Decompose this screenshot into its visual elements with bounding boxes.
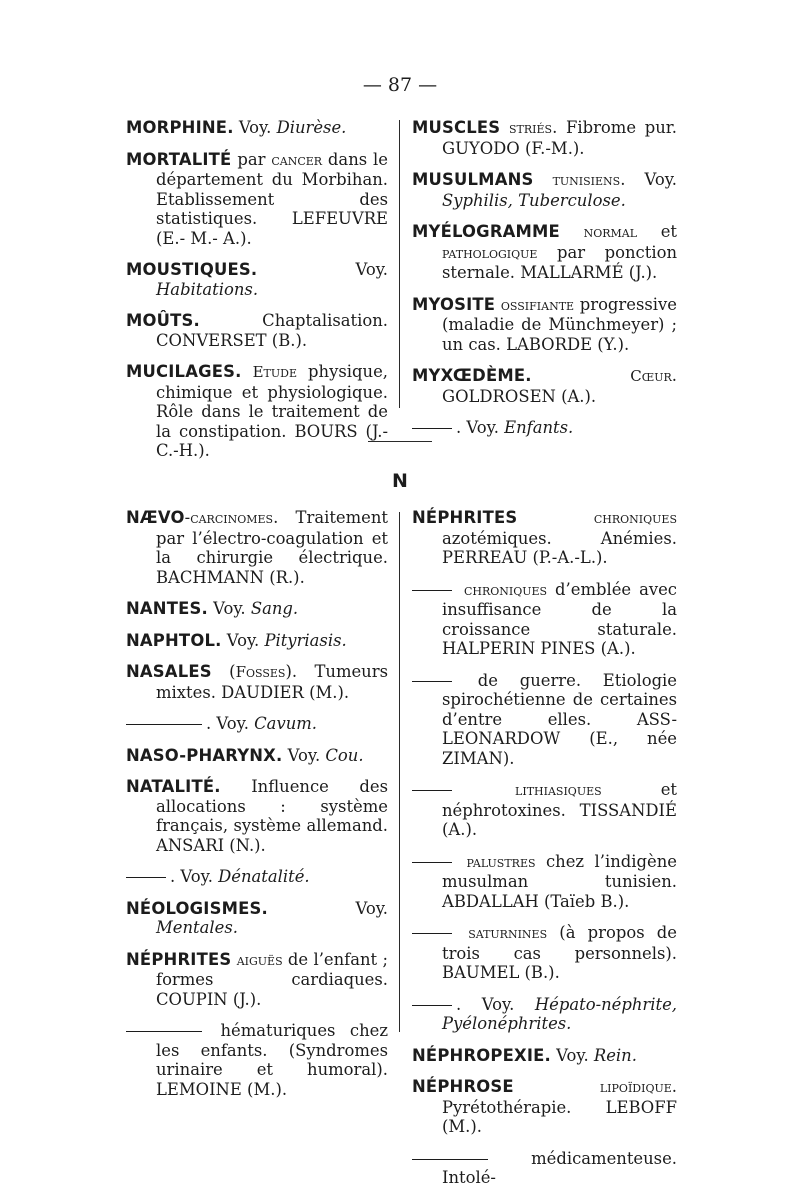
page-number: — 87 — bbox=[362, 74, 438, 96]
entry-text: par ponction sternale. MALLARMÉ (J.). bbox=[442, 242, 677, 282]
index-entry bbox=[412, 222, 677, 283]
entry-text: - bbox=[184, 508, 191, 527]
entry-text: Voy. bbox=[221, 630, 265, 650]
repeat-dash bbox=[412, 862, 452, 863]
index-entry bbox=[126, 118, 388, 138]
index-entry bbox=[412, 1046, 677, 1066]
repeat-dash bbox=[412, 790, 452, 791]
small-caps-term: pathologique bbox=[442, 243, 538, 262]
repeat-dash bbox=[412, 1005, 452, 1006]
cross-reference: Sang. bbox=[250, 599, 299, 618]
repeat-dash bbox=[412, 1159, 488, 1160]
index-entry bbox=[126, 508, 388, 587]
entry-text: par bbox=[231, 149, 272, 169]
small-caps-term: Fosses bbox=[235, 663, 286, 681]
small-caps-term: normal bbox=[583, 223, 638, 241]
index-entry bbox=[412, 366, 677, 406]
entry-headword: NÉPHRITES bbox=[412, 508, 518, 527]
index-entry bbox=[412, 418, 677, 438]
cross-reference: Pityriasis. bbox=[264, 630, 347, 650]
entry-text: (à propos de trois cas personnels). BAUMEL (B.). bbox=[442, 923, 677, 982]
index-entry bbox=[126, 714, 388, 734]
entry-text bbox=[456, 780, 515, 799]
index-entry bbox=[126, 260, 388, 299]
entry-headword: NATALITÉ. bbox=[126, 777, 221, 796]
section-letter: N bbox=[392, 470, 408, 492]
entry-text: . Voy. bbox=[456, 994, 535, 1014]
index-entry bbox=[412, 580, 677, 659]
cross-reference: Diurèse. bbox=[276, 118, 347, 137]
entry-text: et néphrotoxines. TISSANDIÉ (A.). bbox=[442, 780, 677, 839]
repeat-dash bbox=[412, 590, 452, 591]
small-caps-term: aiguës bbox=[236, 950, 283, 969]
index-entry bbox=[412, 508, 677, 568]
index-entry bbox=[412, 1149, 677, 1188]
entry-headword: NAPHTOL. bbox=[126, 630, 222, 650]
entry-text: Voy. bbox=[267, 898, 388, 918]
index-entry bbox=[126, 777, 388, 855]
cross-reference: Enfants. bbox=[504, 418, 574, 437]
small-caps-term: palustres bbox=[466, 852, 536, 871]
entry-text: Voy. bbox=[257, 260, 388, 279]
entry-headword: NÉOLOGISMES. bbox=[126, 898, 268, 918]
entry-text: chez l’indigène musulman tunisien. ABDALLAH (Taïeb B.). bbox=[442, 851, 677, 911]
repeat-dash bbox=[126, 724, 202, 725]
entry-headword: NASO-PHARYNX. bbox=[126, 745, 283, 765]
index-entry bbox=[412, 1077, 677, 1137]
index-entry bbox=[126, 631, 388, 651]
index-entry bbox=[126, 311, 388, 350]
index-entry bbox=[412, 671, 677, 769]
small-caps-term: carcinomes bbox=[190, 509, 274, 527]
entry-text: Chaptalisation. CONVERSET (B.). bbox=[156, 311, 388, 350]
cross-reference: Rein. bbox=[593, 1045, 637, 1065]
entry-text bbox=[456, 923, 468, 942]
entry-text: et bbox=[637, 222, 677, 241]
entry-text bbox=[500, 118, 509, 137]
entry-text: dans le département du Morbihan. Etablissement des statistiques. LEFEUVRE (E.- M.- A.). bbox=[156, 149, 388, 248]
entry-text: Voy. bbox=[207, 599, 251, 618]
cross-reference: Dénatalité. bbox=[218, 867, 310, 886]
small-caps-term: cancer bbox=[271, 150, 323, 169]
small-caps-term: tunisiens bbox=[552, 171, 621, 189]
entry-text: médicamenteuse. Intolé- bbox=[442, 1148, 677, 1187]
repeat-dash bbox=[412, 933, 452, 934]
small-caps-term: ossifiante bbox=[500, 295, 575, 314]
entry-headword: MORTALITÉ bbox=[126, 149, 232, 169]
entry-headword: NÉPHRITES bbox=[126, 949, 232, 969]
entry-text: . Voy. bbox=[620, 170, 677, 189]
small-caps-term: chroniques bbox=[463, 580, 548, 599]
small-caps-term: Etude bbox=[252, 363, 298, 381]
cross-reference: Hépato-néphrite, Pyélonéphrites. bbox=[442, 994, 677, 1033]
cross-reference: Mentales. bbox=[156, 918, 238, 937]
entry-text: . Pyrétothérapie. LEBOFF (M.). bbox=[442, 1077, 677, 1136]
entry-headword: NÉPHROPEXIE. bbox=[412, 1045, 551, 1065]
small-caps-term: saturnines bbox=[468, 924, 548, 942]
small-caps-term: chroniques bbox=[593, 509, 677, 527]
small-caps-term: lithiasiques bbox=[515, 781, 602, 799]
column-bottom-right bbox=[412, 508, 677, 1200]
entry-text: . Voy. bbox=[206, 714, 255, 733]
entry-text: . Traitement par l’électro-coagulation et la chirurgie électrique. BACHMANN (R.). bbox=[156, 508, 388, 587]
cross-reference: Cavum. bbox=[254, 714, 318, 733]
index-entry bbox=[126, 362, 388, 461]
entry-text: hématuriques chez les enfants. (Syndromes urinaire et humoral). LEMOINE (M.). bbox=[156, 1021, 388, 1099]
section-separator bbox=[368, 441, 432, 442]
repeat-dash bbox=[126, 877, 166, 878]
entry-text bbox=[560, 222, 584, 241]
entry-text: . Voy. bbox=[170, 867, 219, 886]
entry-text: ( bbox=[211, 662, 236, 681]
small-caps-term: lipoïdique bbox=[599, 1078, 672, 1096]
entry-text bbox=[242, 362, 253, 381]
entry-text bbox=[532, 366, 631, 385]
entry-headword: NÆVO bbox=[126, 508, 185, 527]
entry-text: progressive (maladie de Münchmeyer) ; un cas. LABORDE (Y.). bbox=[442, 294, 677, 354]
index-entry bbox=[412, 923, 677, 983]
entry-headword: MORPHINE. bbox=[126, 118, 234, 137]
entry-headword: MUSCLES bbox=[412, 118, 501, 137]
index-entry bbox=[412, 780, 677, 840]
entry-text: . Fibrome pur. GUYODO (F.-M.). bbox=[442, 118, 677, 158]
entry-text: Influence des allocations : système français, système allemand. ANSARI (N.). bbox=[156, 777, 388, 855]
cross-reference: Syphilis, Tuberculose. bbox=[442, 190, 626, 210]
index-entry bbox=[126, 599, 388, 619]
index-entry bbox=[412, 995, 677, 1034]
entry-text: de l’enfant ; formes cardiaques. COUPIN (J.). bbox=[156, 949, 388, 1009]
entry-text bbox=[517, 508, 594, 527]
entry-text bbox=[456, 580, 464, 599]
entry-headword: MYXŒDÈME. bbox=[412, 366, 532, 385]
entry-text: . GOLDROSEN (A.). bbox=[442, 366, 677, 406]
index-entry bbox=[412, 852, 677, 912]
index-entry bbox=[412, 170, 677, 210]
index-entry bbox=[126, 950, 388, 1010]
entry-headword: MOUSTIQUES. bbox=[126, 260, 258, 279]
index-entry bbox=[126, 150, 388, 249]
index-entry bbox=[412, 118, 677, 158]
entry-text: de guerre. Etiologie spirochétienne de certaines d’entre elles. ASS-LEONARDOW (E., née ZIMAN). bbox=[442, 670, 677, 768]
entry-text: d’emblée avec insuffisance de la croissance staturale. HALPERIN PINES (A.). bbox=[442, 579, 677, 658]
entry-text: physique, chimique et physiologique. Rôle dans le traitement de la constipation. BOURS (J.- C.-H.). bbox=[156, 362, 388, 460]
column-top-right bbox=[412, 118, 677, 450]
column-divider-top bbox=[399, 120, 400, 408]
entry-headword: MUCILAGES. bbox=[126, 362, 242, 381]
index-entry bbox=[126, 1021, 388, 1099]
index-entry bbox=[126, 867, 388, 887]
entry-text: Voy. bbox=[550, 1045, 594, 1065]
entry-headword: NASALES bbox=[126, 662, 212, 681]
entry-text: azotémiques. Anémies. PERREAU (P.-A.-L.). bbox=[442, 528, 677, 567]
column-divider-bottom bbox=[399, 512, 400, 1032]
entry-headword: NANTES. bbox=[126, 599, 208, 618]
index-entry bbox=[126, 746, 388, 766]
entry-text bbox=[456, 852, 466, 871]
entry-headword: MUSULMANS bbox=[412, 170, 534, 189]
repeat-dash bbox=[412, 681, 452, 682]
cross-reference: Cou. bbox=[325, 745, 364, 765]
entry-headword: NÉPHROSE bbox=[412, 1077, 514, 1096]
column-top-left bbox=[126, 118, 388, 473]
index-entry bbox=[126, 899, 388, 938]
entry-text bbox=[514, 1077, 600, 1096]
cross-reference: Habitations. bbox=[156, 279, 259, 299]
entry-text: ). Tumeurs mixtes. DAUDIER (M.). bbox=[156, 662, 388, 702]
index-entry bbox=[412, 295, 677, 355]
entry-text bbox=[534, 170, 553, 189]
entry-text: Voy. bbox=[282, 745, 326, 765]
small-caps-term: Cœur bbox=[630, 367, 672, 385]
small-caps-term: striés bbox=[509, 119, 553, 137]
entry-headword: MYÉLOGRAMME bbox=[412, 222, 560, 241]
entry-text: . Voy. bbox=[456, 418, 505, 437]
index-entry bbox=[126, 662, 388, 702]
entry-headword: MOÛTS. bbox=[126, 311, 200, 330]
entry-text: Voy. bbox=[233, 118, 277, 137]
repeat-dash bbox=[412, 428, 452, 429]
entry-headword: MYOSITE bbox=[412, 294, 496, 314]
column-bottom-left bbox=[126, 508, 388, 1111]
repeat-dash bbox=[126, 1031, 202, 1032]
